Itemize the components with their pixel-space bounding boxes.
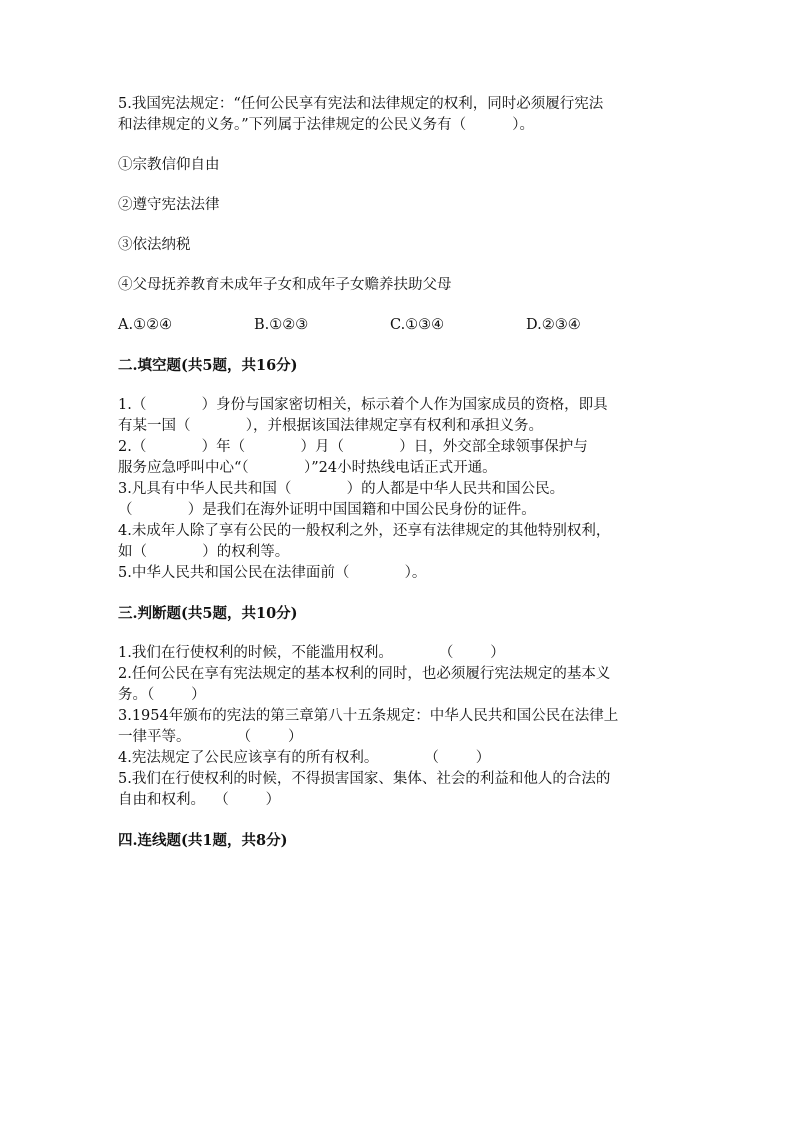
fill-blank-line: 如（ ）的权利等。 [118,544,290,560]
fill-blank-line: 服务应急呼叫中心“（ ）”24小时热线电话正式开通。 [118,460,497,476]
question-5-stem-line-1: 5.我国宪法规定：“任何公民享有宪法和法律规定的权利，同时必须履行宪法 [118,96,604,112]
judgment-line: 3.1954年颁布的宪法的第三章第八十五条规定：中华人民共和国公民在法律上 [118,708,619,724]
option-a: A.①②④ [118,317,173,333]
question-5-options [118,315,678,336]
question-5-stem-line-2: 和法律规定的义务。”下列属于法律规定的公民义务有（ ）。 [118,117,535,133]
option-c: C.①③④ [390,317,445,333]
judgment-line: 5.我们在行使权利的时候，不得损害国家、集体、社会的利益和他人的合法的 [118,771,611,787]
judgment-line: 4.宪法规定了公民应该享有的所有权利。 （ ） [118,750,491,766]
judgment-line: 2.任何公民在享有宪法规定的基本权利的同时，也必须履行宪法规定的基本义 [118,666,611,682]
fill-blank-line: 5.中华人民共和国公民在法律面前（ ）。 [118,565,427,581]
question-5-item-3: ③依法纳税 [118,237,191,253]
fill-blank-line: 1.（ ）身份与国家密切相关，标示着个人作为国家成员的资格，即具 [118,397,608,413]
fill-blank-line: 2.（ ）年（ ）月（ ）日，外交部全球领事保护与 [118,439,588,455]
fill-blank-line: 4.未成年人除了享有公民的一般权利之外，还享有法律规定的其他特别权利， [118,523,611,539]
section-2-questions [118,395,678,584]
judgment-line: 务。（ ） [118,687,206,703]
fill-blank-line: 有某一国（ ），并根据该国法律规定享有权利和承担义务。 [118,418,544,434]
question-5-item-4: ④父母抚养教育未成年子女和成年子女赡养扶助父母 [118,277,452,293]
question-5-item-2: ②遵守宪法法律 [118,197,220,213]
section-3-title: 三.判断题(共5题，共10分) [118,605,298,622]
judgment-line: 自由和权利。 （ ） [118,792,281,808]
fill-blank-line: （ ）是我们在海外证明中国国籍和中国公民身份的证件。 [118,502,536,518]
question-5-item-1: ①宗教信仰自由 [118,157,220,173]
option-d: D.②③④ [526,317,581,333]
section-4-title: 四.连线题(共1题，共8分) [118,832,288,849]
fill-blank-line: 3.凡具有中华人民共和国（ ）的人都是中华人民共和国公民。 [118,481,565,497]
section-2-title: 二.填空题(共5题，共16分) [118,357,298,374]
judgment-line: 1.我们在行使权利的时候，不能滥用权利。 （ ） [118,645,505,661]
section-3-questions [118,643,678,811]
exam-page [118,94,678,870]
judgment-line: 一律平等。 （ ） [118,729,303,745]
question-5-stem [118,94,678,136]
option-b: B.①②③ [254,317,309,333]
